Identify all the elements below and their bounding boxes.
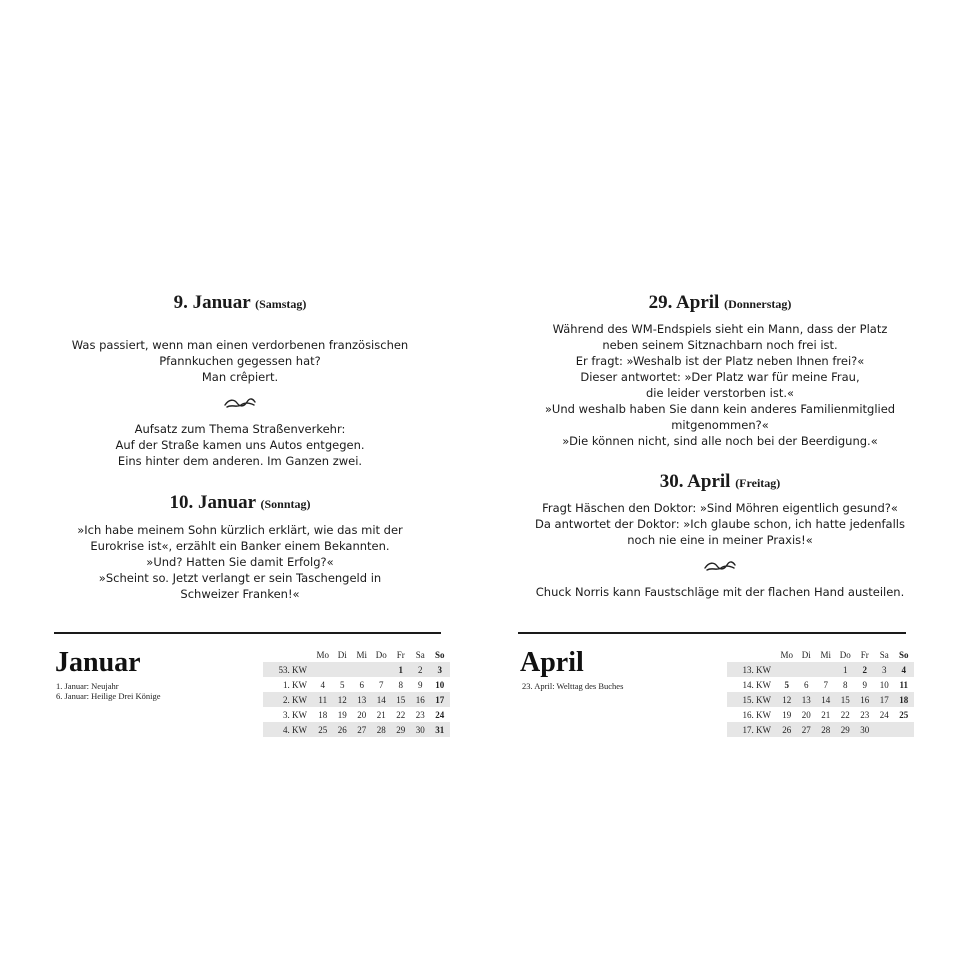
weekday-label: (Sonntag) — [260, 497, 311, 511]
month-calendar — [727, 648, 914, 737]
calendar-day: 20 — [801, 709, 811, 720]
weekday-header-row — [263, 648, 450, 662]
joke-line: »Scheint so. Jetzt verlangt er sein Taschengeld in — [98, 571, 382, 585]
joke-line: »Und? Hatten Sie damit Erfolg?« — [146, 555, 334, 569]
joke-line: Er fragt: »Weshalb ist der Platz neben Ihnen frei?« — [575, 354, 865, 368]
weekday-header: Sa — [879, 650, 889, 660]
calendar-day — [875, 722, 895, 737]
calendar-day: 14 — [816, 692, 836, 707]
right-page — [480, 0, 960, 960]
calendar-week-label: 14. KW — [742, 679, 771, 690]
calendar-day: 7 — [823, 679, 828, 690]
date-label: 29. April — [648, 292, 720, 313]
date-label: 30. April — [659, 471, 731, 492]
joke-line: Schweizer Franken!« — [180, 587, 300, 601]
joke-line: Pfannkuchen gegessen hat? — [159, 354, 321, 368]
calendar-day: 17 — [875, 692, 895, 707]
divider-rule — [54, 632, 441, 634]
calendar-day: 11 — [313, 692, 333, 707]
date-heading — [480, 471, 960, 494]
weekday-header: Fr — [396, 650, 405, 660]
calendar-day: 10 — [435, 679, 445, 690]
calendar-day: 23 — [860, 709, 870, 720]
calendar-day: 30 — [855, 722, 875, 737]
calendar-day: 29 — [391, 722, 411, 737]
joke-line: Auf der Straße kamen uns Autos entgegen. — [115, 438, 365, 452]
calendar-day: 11 — [899, 679, 908, 690]
calendar-day: 18 — [894, 692, 914, 707]
calendar-week-row — [263, 692, 450, 707]
calendar-day: 24 — [435, 709, 445, 720]
calendar-day: 6 — [804, 679, 809, 690]
calendar-day: 19 — [337, 709, 347, 720]
calendar-day: 8 — [843, 679, 848, 690]
date-heading — [0, 492, 480, 515]
calendar-day — [894, 722, 914, 737]
calendar-day: 3 — [430, 662, 450, 677]
joke-line: Eins hinter dem anderen. Im Ganzen zwei. — [117, 454, 363, 468]
calendar-week-row — [727, 707, 914, 722]
joke-block — [480, 321, 960, 449]
entry-apr-29 — [480, 292, 960, 315]
date-label: 9. Januar — [173, 292, 251, 313]
calendar-week-row — [727, 692, 914, 707]
joke-text — [0, 522, 480, 602]
calendar-week-label: 13. KW — [727, 662, 777, 677]
calendar-week-label: 15. KW — [727, 692, 777, 707]
calendar-day: 27 — [352, 722, 372, 737]
joke-text — [480, 500, 960, 548]
joke-block — [0, 337, 480, 385]
calendar-week-label: 2. KW — [263, 692, 313, 707]
calendar-day: 6 — [359, 679, 364, 690]
joke-line: »Die können nicht, sind alle noch bei der Beerdigung.« — [562, 434, 878, 448]
calendar-day: 22 — [396, 709, 406, 720]
holiday-list — [56, 681, 161, 701]
divider-rule — [518, 632, 906, 634]
calendar-day — [797, 662, 817, 677]
kw-header — [263, 648, 313, 662]
weekday-header: Mi — [356, 650, 367, 660]
calendar-day: 7 — [379, 679, 384, 690]
calendar-day: 21 — [376, 709, 386, 720]
joke-line: Dieser antwortet: »Der Platz war für meine Frau, — [580, 370, 860, 384]
joke-text — [480, 321, 960, 449]
calendar-day: 25 — [899, 709, 909, 720]
weekday-header-row — [727, 648, 914, 662]
calendar-day: 26 — [777, 722, 797, 737]
calendar-day: 18 — [318, 709, 328, 720]
calendar-day: 15 — [836, 692, 856, 707]
calendar-week-row — [263, 722, 450, 737]
calendar-day: 17 — [430, 692, 450, 707]
calendar-week-label: 53. KW — [263, 662, 313, 677]
calendar-day: 31 — [430, 722, 450, 737]
calendar-day: 30 — [411, 722, 431, 737]
date-heading — [0, 292, 480, 315]
calendar-week-row — [727, 722, 914, 737]
entry-jan-9 — [0, 292, 480, 315]
weekday-header: Do — [375, 650, 387, 660]
joke-line: »Und weshalb haben Sie dann kein anderes Familienmitglied — [544, 402, 896, 416]
calendar-week-row — [263, 662, 450, 677]
month-calendar — [263, 648, 450, 737]
holiday-item: 6. Januar: Heilige Drei Könige — [56, 691, 161, 701]
calendar-day: 19 — [782, 709, 792, 720]
calendar-day: 21 — [821, 709, 831, 720]
calendar-day: 13 — [352, 692, 372, 707]
calendar-day: 4 — [894, 662, 914, 677]
calendar-week-row — [263, 707, 450, 722]
weekday-header: Di — [801, 650, 811, 660]
joke-line: mitgenommen?« — [671, 418, 769, 432]
joke-line: die leider verstorben ist.« — [645, 386, 795, 400]
calendar-week-label: 3. KW — [283, 709, 307, 720]
calendar-day — [333, 662, 353, 677]
weekday-header: Fr — [860, 650, 869, 660]
calendar-day — [372, 662, 392, 677]
calendar-day: 15 — [391, 692, 411, 707]
weekday-header: Sa — [415, 650, 425, 660]
calendar-day: 20 — [357, 709, 367, 720]
entry-jan-10 — [0, 492, 480, 515]
month-title: Januar — [55, 647, 141, 678]
joke-block — [0, 522, 480, 602]
joke-line: Aufsatz zum Thema Straßenverkehr: — [134, 422, 346, 436]
calendar-day: 3 — [875, 662, 895, 677]
joke-line: Eurokrise ist«, erzählt ein Banker einem Bekannten. — [90, 539, 390, 553]
calendar-day: 9 — [418, 679, 423, 690]
calendar-day: 27 — [797, 722, 817, 737]
calendar-day: 2 — [855, 662, 875, 677]
calendar-day — [777, 662, 797, 677]
calendar-day: 2 — [411, 662, 431, 677]
calendar-day: 10 — [879, 679, 889, 690]
calendar-week-label: 4. KW — [263, 722, 313, 737]
calendar-day: 13 — [797, 692, 817, 707]
swash-ornament-icon — [480, 559, 960, 575]
joke-block — [480, 584, 960, 600]
calendar-week-row — [727, 662, 914, 677]
joke-block — [480, 500, 960, 548]
calendar-day — [313, 662, 333, 677]
joke-line: »Ich habe meinem Sohn kürzlich erklärt, wie das mit der — [77, 523, 403, 537]
joke-line: Da antwortet der Doktor: »Ich glaube schon, ich hatte jedenfalls — [535, 517, 905, 531]
joke-line: Was passiert, wenn man einen verdorbenen französischen — [71, 338, 409, 352]
calendar-week-row — [263, 677, 450, 692]
weekday-header: Mo — [780, 650, 793, 660]
date-label: 10. Januar — [169, 492, 256, 513]
calendar-day: 16 — [855, 692, 875, 707]
joke-block — [0, 421, 480, 469]
joke-line: Chuck Norris kann Faustschläge mit der flachen Hand austeilen. — [535, 585, 905, 599]
calendar-day: 24 — [879, 709, 889, 720]
joke-text — [0, 337, 480, 385]
weekday-label: (Samstag) — [255, 297, 307, 311]
month-title: April — [520, 647, 584, 678]
calendar-week-label: 17. KW — [727, 722, 777, 737]
calendar-day: 5 — [340, 679, 345, 690]
date-heading — [480, 292, 960, 315]
calendar-day — [352, 662, 372, 677]
joke-line: Man crêpiert. — [201, 370, 279, 384]
holiday-item: 23. April: Welttag des Buches — [522, 681, 624, 691]
calendar-day: 25 — [313, 722, 333, 737]
calendar-day: 4 — [320, 679, 325, 690]
calendar-day: 1 — [836, 662, 856, 677]
holiday-list — [522, 681, 623, 691]
weekday-header: Di — [337, 650, 347, 660]
joke-line: Fragt Häschen den Doktor: »Sind Möhren eigentlich gesund?« — [542, 501, 898, 515]
calendar-day: 1 — [391, 662, 411, 677]
joke-line: Während des WM-Endspiels sieht ein Mann, dass der Platz — [552, 322, 888, 336]
calendar-day: 12 — [777, 692, 797, 707]
kw-header — [727, 648, 777, 662]
entry-apr-30 — [480, 471, 960, 494]
joke-text — [480, 584, 960, 600]
calendar-day: 5 — [784, 679, 789, 690]
joke-line: neben seinem Sitznachbarn noch frei ist. — [602, 338, 838, 352]
calendar-day: 8 — [398, 679, 403, 690]
calendar-day: 28 — [372, 722, 392, 737]
calendar-day: 14 — [372, 692, 392, 707]
calendar-day: 22 — [840, 709, 850, 720]
calendar-day: 12 — [333, 692, 353, 707]
calendar-week-label: 1. KW — [283, 679, 307, 690]
weekday-label: (Donnerstag) — [724, 297, 792, 311]
weekday-label: (Freitag) — [735, 476, 781, 490]
calendar-day — [816, 662, 836, 677]
weekday-header: Do — [839, 650, 851, 660]
weekday-header: So — [434, 650, 445, 660]
weekday-header: Mi — [820, 650, 831, 660]
joke-text — [0, 421, 480, 469]
calendar-week-label: 16. KW — [742, 709, 771, 720]
holiday-item: 1. Januar: Neujahr — [56, 681, 119, 691]
weekday-header: Mo — [316, 650, 329, 660]
calendar-day: 28 — [816, 722, 836, 737]
calendar-day: 23 — [415, 709, 425, 720]
calendar-day: 16 — [411, 692, 431, 707]
calendar-week-row — [727, 677, 914, 692]
weekday-header: So — [898, 650, 909, 660]
swash-ornament-icon — [0, 396, 480, 412]
calendar-day: 26 — [333, 722, 353, 737]
calendar-day: 29 — [836, 722, 856, 737]
calendar-day: 9 — [862, 679, 867, 690]
joke-line: noch nie eine in meiner Praxis!« — [627, 533, 813, 547]
